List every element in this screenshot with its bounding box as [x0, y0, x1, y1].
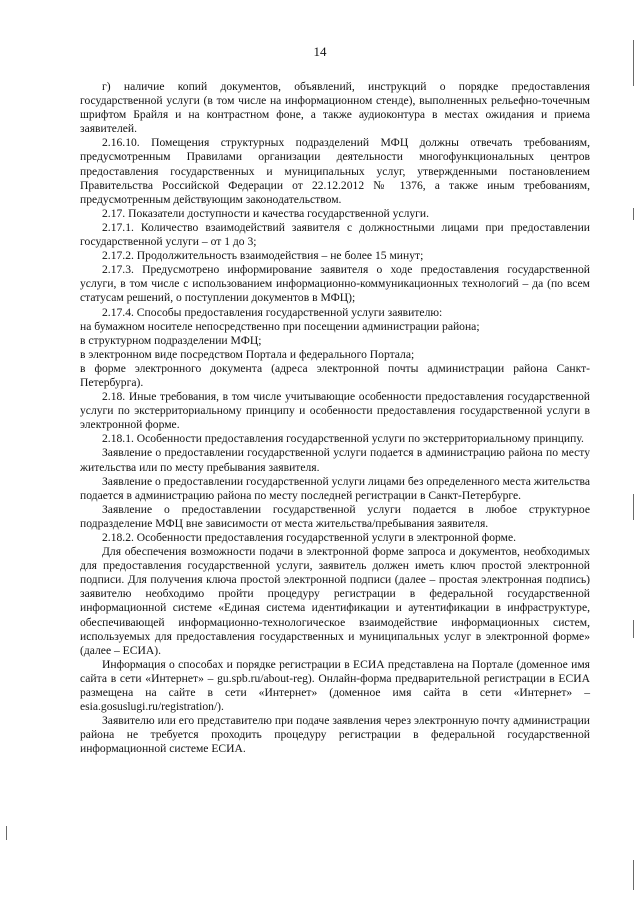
list-item-mfc: в структурном подразделении МФЦ;	[80, 333, 262, 347]
list-item-email: в форме электронного документа (адреса электронной почты администрации района Санкт-Петербурга).	[80, 361, 590, 389]
paragraph-2-17: 2.17. Показатели доступности и качества государственной услуги.	[102, 206, 430, 220]
document-body	[80, 80, 590, 757]
paragraph-2-18-1: 2.18.1. Особенности предоставления государственной услуги по экстерриториальному принципу.	[102, 432, 584, 446]
paragraph-esia-registration-info: Информация о способах и порядке регистрации в ЕСИА представлена на Портале (доменное имя сайта в сети «Интернет» – gu.spb.ru/about-reg). Онлайн-форма предварительной регистрации в ЕСИА размещена на сайте в сети «Интернет» (доменное имя сайта в сети «Интернет» – esia.gosuslugi.ru/registration/).	[80, 657, 590, 714]
scan-artifact-mark	[633, 40, 634, 86]
list-item-paper: на бумажном носителе непосредственно при посещении администрации района;	[80, 319, 480, 333]
scan-artifact-mark	[633, 860, 634, 890]
list-item-portal: в электронном виде посредством Портала и федерального Портала;	[80, 347, 415, 361]
page-number: 14	[313, 44, 327, 59]
paragraph-email-no-registration: Заявителю или его представителю при подаче заявления через электронную почту администрации района не требуется проходить процедуру регистрации в федеральной государственной информационной системе ЕСИА.	[80, 714, 590, 756]
paragraph-application-residence: Заявление о предоставлении государственной услуги подается в администрацию района по месту жительства или по месту пребывания заявителя.	[80, 446, 590, 474]
paragraph-2-18: 2.18. Иные требования, в том числе учитывающие особенности предоставления государственной услуги по экстерриториальному принципу и особенности предоставления государственной услуги в электронной форме.	[80, 390, 590, 432]
scan-artifact-mark	[633, 620, 634, 638]
paragraph-2-17-3: 2.17.3. Предусмотрено информирование заявителя о ходе предоставления государственной услуги, в том числе с использованием информационно-коммуникационных технологий – да (по всем статусам решений, о поступлении документов в МФЦ);	[80, 263, 590, 305]
paragraph-2-17-2: 2.17.2. Продолжительность взаимодействия – не более 15 минут;	[102, 249, 424, 263]
paragraph-application-homeless: Заявление о предоставлении государственной услуги лицами без определенного места жительства подается в администрацию района по месту последней регистрации в Санкт-Петербурге.	[80, 474, 590, 502]
scan-artifact-mark	[633, 208, 634, 220]
paragraph-2-17-1: 2.17.1. Количество взаимодействий заявителя с должностными лицами при предоставлении государственной услуги – от 1 до 3;	[80, 220, 590, 249]
scan-artifact-mark	[6, 826, 7, 840]
paragraph-2-17-4: 2.17.4. Способы предоставления государственной услуги заявителю:	[102, 305, 443, 319]
paragraph-2-16-10: 2.16.10. Помещения структурных подразделений МФЦ должны отвечать требованиям, предусмотренным Правилами организации деятельности многофункциональных центров предоставления государственных и муниципальных услуг, утвержденными постановлением Правительства Российской Федерации от 22.12.2012 № 1376, а также иным требованиям, предусмотренным действующим законодательством.	[80, 136, 590, 206]
paragraph-application-mfc: Заявление о предоставлении государственной услуги подается в любое структурное подразделение МФЦ вне зависимости от места жительства/пребывания заявителя.	[80, 502, 590, 530]
paragraph-2-18-2: 2.18.2. Особенности предоставления государственной услуги в электронной форме.	[102, 531, 517, 544]
paragraph-electronic-signature: Для обеспечения возможности подачи в электронной форме запроса и документов, необходимых для предоставления государственной услуги, заявитель должен иметь ключ простой электронной подписи. Для получения ключа простой электронной подписи (далее – простая электронная подпись) заявителю необходимо пройти процедуру регистрации в федеральной государственной информационной системе «Единая система идентификации и аутентификации в инфраструктуре, обеспечивающей информационно-технологическое взаимодействие информационных систем, используемых для предоставления государственных и муниципальных услуг в электронной форме» (далее – ЕСИА).	[80, 545, 590, 657]
paragraph-accessibility-braille: г) наличие копий документов, объявлений, инструкций о порядке предоставления государственной услуги (в том числе на информационном стенде), выполненных рельефно-точечным шрифтом Брайля и на контрастном фоне, а также аудиоконтура в местах ожидания и приема заявителей.	[80, 80, 590, 136]
scan-artifact-mark	[633, 494, 634, 520]
